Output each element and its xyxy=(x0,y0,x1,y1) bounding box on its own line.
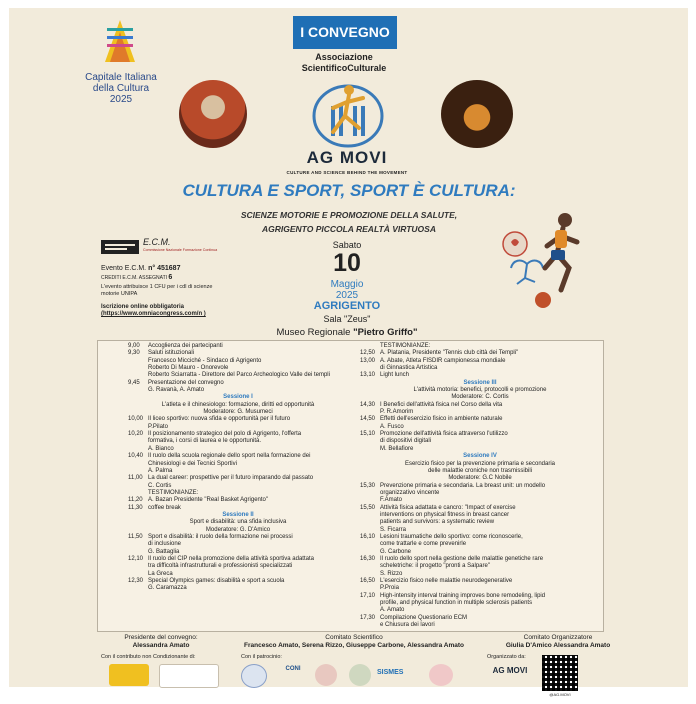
program-time xyxy=(360,497,380,504)
program-text: Il ruolo della scuola regionale dello sport nella formazione dei xyxy=(148,453,311,460)
patronage-label: Con il patrocinio: xyxy=(241,654,282,660)
program-time xyxy=(360,343,380,350)
program-item xyxy=(360,490,600,497)
regione-sicilia-logo xyxy=(109,664,149,686)
program-time xyxy=(360,571,380,578)
session-topic: Moderatore: C. Cortis xyxy=(451,394,509,401)
crediti-label: CREDITI E.C.M. ASSEGNATI xyxy=(101,275,168,281)
program-time: 11,30 xyxy=(128,504,143,511)
program-time: 9,45 xyxy=(128,379,140,386)
program-time: 12,10 xyxy=(128,555,144,562)
program-item xyxy=(128,446,348,453)
program-text: A. Abate, Atleta FISDIR campionessa mondiale xyxy=(380,357,506,364)
program-item xyxy=(128,380,348,387)
program-time xyxy=(360,409,380,416)
program-text: patients and survivors: a systematic review xyxy=(380,519,495,526)
program-item xyxy=(360,350,600,357)
registration-info xyxy=(101,304,261,318)
program-item xyxy=(360,497,600,504)
program-text: P. R.Amorim xyxy=(380,409,414,416)
main-title: CULTURA E SPORT, SPORT È CULTURA: xyxy=(182,181,516,200)
scientific-committee-block xyxy=(219,634,489,650)
temple-statue-photo xyxy=(179,80,247,148)
program-text: TESTIMONIANZE: xyxy=(380,343,431,349)
program-text: A. Bianco xyxy=(148,445,174,452)
poster xyxy=(9,8,688,697)
program-item xyxy=(128,468,348,475)
program-item xyxy=(128,571,348,578)
program-text: Effetti dell'esercizio fisico in ambiente naturale xyxy=(380,416,503,423)
program-text: A. Fusco xyxy=(380,423,404,430)
program-time: 13,00 xyxy=(360,357,376,364)
program-time: 14,50 xyxy=(360,416,376,423)
program-item xyxy=(128,585,348,592)
program-time xyxy=(360,563,380,570)
program-text: La Greca xyxy=(148,570,173,577)
program-text: di inclusione xyxy=(148,541,182,548)
program-text: Francesco Micciché - Sindaco di Agrigento xyxy=(148,357,262,364)
program-time: 12,50 xyxy=(360,350,376,357)
program-time xyxy=(360,438,380,445)
program-right-column xyxy=(360,343,600,629)
program-text: A. Amato xyxy=(380,607,405,614)
session-topic: Esercizio fisico per la prevenzione primaria e secondaria xyxy=(404,460,556,467)
assoc-line-2: ScientificoCulturale xyxy=(301,63,387,73)
program-item xyxy=(128,358,348,365)
program-item xyxy=(360,402,600,409)
program-item xyxy=(360,416,600,423)
brand-tagline: CULTURE AND SCIENCE BEHIND THE MOVEMENT xyxy=(286,170,408,175)
president-label: Presidente del convegno: xyxy=(124,634,198,641)
ecm-commission: Commissione Nazionale Formazione Continua xyxy=(143,248,218,252)
organizing-committee-block xyxy=(483,634,633,650)
program-text: profile, and physical function in multiple sclerosis patients xyxy=(380,600,533,607)
program-item xyxy=(128,365,348,372)
program-item xyxy=(128,343,348,350)
program-text: interventions on physical fitness in breast cancer xyxy=(380,511,510,518)
contributors-label: Con il contributo non Condizionante di: xyxy=(101,654,196,660)
ecm-label: E.C.M. xyxy=(143,237,171,247)
program-time xyxy=(360,541,380,548)
program-text: Il ruolo del CIP nella promozione della attività sportiva adattata xyxy=(148,555,314,562)
program-time: 10,00 xyxy=(128,416,144,423)
program-time xyxy=(360,585,380,592)
program-time xyxy=(360,519,380,526)
program-item xyxy=(128,461,348,468)
program-item xyxy=(360,438,600,445)
program-text: di dispositivi digitali xyxy=(380,438,432,445)
program-text: tra difficoltà infrastrutturali e professionisti specializzati xyxy=(148,563,293,570)
assoc-line-1: Associazione xyxy=(315,52,373,62)
program-text: P.Proia xyxy=(380,585,399,592)
program-time: 17,30 xyxy=(360,614,376,621)
capitale-line-2: della Cultura xyxy=(92,83,150,94)
program-time xyxy=(128,549,148,556)
program-text: I Benefici dell'attività fisica nel Corso della vita xyxy=(380,401,503,408)
session-topic: Moderatore: G.C Nobile xyxy=(448,475,512,482)
program-item xyxy=(128,534,348,541)
program-text: Il liceo sportivo: nuova sfida e opportunità per il futuro xyxy=(148,416,291,423)
sismes-logo: SISMES xyxy=(377,669,404,676)
program-time: 16,50 xyxy=(360,578,376,584)
program-item xyxy=(128,424,348,431)
evento-label: Evento E.C.M. xyxy=(101,265,147,272)
program-time xyxy=(360,622,380,629)
program-item xyxy=(360,519,600,526)
program-item xyxy=(360,343,600,350)
program-text: G. Ravanà, A. Amato xyxy=(148,387,205,394)
qr-caption: @AG.MOVI xyxy=(549,692,571,697)
program-item xyxy=(360,512,600,519)
month: Maggio xyxy=(330,279,364,290)
program-item xyxy=(360,541,600,548)
program-time: 12,30 xyxy=(128,578,144,584)
program-item xyxy=(360,365,600,372)
program-time xyxy=(128,438,148,445)
program-item xyxy=(360,372,600,379)
program-item xyxy=(128,541,348,548)
program-text: M. Bellafiore xyxy=(380,445,414,452)
program-text: organizzativo vincente xyxy=(380,489,440,496)
venue xyxy=(239,327,455,338)
coni-logo: CONI xyxy=(285,666,301,672)
president-block xyxy=(101,634,221,650)
program-item xyxy=(360,578,600,585)
month-year xyxy=(299,279,395,301)
program-time: 11,20 xyxy=(128,497,143,504)
program-time: 15,10 xyxy=(360,431,376,438)
registration-link[interactable]: (https://www.omniacongress.com/n ) xyxy=(101,311,206,317)
program-text: Attività fisica adattata e cancro: "Impact of exercise xyxy=(380,504,516,511)
program-time: 14,30 xyxy=(360,401,376,408)
program-item xyxy=(128,387,348,394)
program-text: Sport e disabilità: il ruolo della formazione nei processi xyxy=(148,533,293,540)
program-item xyxy=(128,563,348,570)
program-time: 13,10 xyxy=(360,372,376,379)
program-time xyxy=(128,365,148,372)
program-text: TESTIMONIANZE: xyxy=(148,489,199,496)
program-item xyxy=(360,505,600,512)
comune-logo xyxy=(349,664,371,686)
program-time xyxy=(128,387,148,394)
program-item xyxy=(360,483,600,490)
chariot-vase-art xyxy=(441,80,513,148)
program-item xyxy=(128,372,348,379)
program-time xyxy=(360,490,380,497)
session-topic: L'attività motoria: benefici, protocolli e promozione xyxy=(413,387,547,394)
program-text: L'esercizio fisico nelle malattie neurodegenerative xyxy=(380,578,513,584)
program-text: Roberto Di Mauro - Onorevole xyxy=(148,365,229,372)
subtitle xyxy=(229,208,469,236)
venue-prefix: Museo Regionale xyxy=(276,327,354,338)
organizer-label: Organizzato da: xyxy=(487,654,526,660)
program-text: A. Palma xyxy=(148,467,173,474)
program-text: formativa, i corsi di laurea e le opportunità. xyxy=(148,438,262,445)
capitale-cultura-logo xyxy=(101,18,139,64)
program-time xyxy=(128,358,148,365)
session-heading: Sessione II xyxy=(222,511,254,518)
program-text: e Chiusura dei lavori xyxy=(380,622,435,629)
program-time xyxy=(360,607,380,614)
program-item xyxy=(360,585,600,592)
program-time: 16,30 xyxy=(360,555,376,562)
program-time: 11,00 xyxy=(128,475,143,482)
program-time xyxy=(128,424,148,431)
organizing-label: Comitato Organizzatore xyxy=(523,634,593,641)
program-time xyxy=(360,600,380,607)
session-topic: Moderatore: G. Musumeci xyxy=(203,409,273,416)
qr-code[interactable] xyxy=(542,655,578,691)
program-item xyxy=(360,549,600,556)
program-item xyxy=(128,350,348,357)
crediti-number: 6 xyxy=(168,274,173,281)
day-name: Sabato xyxy=(332,240,362,250)
partner-logo xyxy=(429,664,453,686)
program-text: come trattarle e come prevenirle xyxy=(380,541,467,548)
program-item xyxy=(128,475,348,482)
program-item xyxy=(360,571,600,578)
program-item xyxy=(360,446,600,453)
program-time: 15,50 xyxy=(360,504,376,511)
day-number: 10 xyxy=(333,249,361,277)
program-time: 9,00 xyxy=(128,343,140,349)
subtitle-line-2: AGRIGENTO PICCOLA REALTÀ VIRTUOSA xyxy=(262,224,436,234)
session-topic: Moderatore: G. D'Amico xyxy=(205,526,271,533)
program-text: Accoglienza dei partecipanti xyxy=(148,343,223,349)
program-text: Il ruolo dello sport nella gestione delle malattie genetiche rare xyxy=(380,555,544,562)
organizing-names: Giulia D'Amico Alessandra Amato xyxy=(505,642,611,649)
program-time xyxy=(128,468,148,475)
program-text: Saluti istituzionali xyxy=(148,350,195,357)
program-text: S. Ficarra xyxy=(380,526,407,533)
session-topic: delle malattie croniche non trasmissibili xyxy=(427,467,533,474)
program-time xyxy=(128,541,148,548)
program-time xyxy=(360,446,380,453)
program-text: Prevenzione primaria e secondaria. La breast unit: un modello xyxy=(380,482,546,489)
city: AGRIGENTO xyxy=(313,300,381,312)
subtitle-line-1: SCIENZE MOTORIE E PROMOZIONE DELLA SALUTE, xyxy=(240,210,458,220)
program-text: C. Cortis xyxy=(148,482,172,489)
program-text: G. Caramazza xyxy=(148,585,187,592)
program-text: Presentazione del convegno xyxy=(148,379,224,386)
program-item xyxy=(128,438,348,445)
program-time xyxy=(128,585,148,592)
program-time xyxy=(128,571,148,578)
program-text: Lesioni traumatiche dello sportivo: come riconoscerle, xyxy=(380,533,523,540)
program-text: La dual career: prospettive per il futuro imparando dal passato xyxy=(148,475,314,482)
program-time: 10,20 xyxy=(128,431,144,438)
program-item xyxy=(128,431,348,438)
session-heading: Sessione I xyxy=(223,394,253,401)
unipa-logo xyxy=(241,664,267,688)
runner-illustration xyxy=(487,206,611,310)
program-time xyxy=(128,461,148,468)
program-time: 17,10 xyxy=(360,592,376,599)
program-item xyxy=(128,578,348,585)
program-item xyxy=(360,615,600,622)
registration-label: Iscrizione online obbligatoria xyxy=(101,304,185,310)
program-text: Special Olympics games: disabilità e sport a scuola xyxy=(148,578,285,584)
program-time xyxy=(128,483,148,490)
capitale-line-1: Capitale Italiana xyxy=(85,72,157,83)
program-item xyxy=(360,593,600,600)
program-time xyxy=(360,527,380,534)
program-text: Il posizionamento strategico del polo di Agrigento, l'offerta xyxy=(148,431,302,438)
capitale-line-3: 2025 xyxy=(109,94,133,105)
president-name: Alessandra Amato xyxy=(132,642,190,649)
program-item xyxy=(360,409,600,416)
session-topic: L'atleta e il chinesiologo: formazione, diritti ed opportunità xyxy=(161,401,315,408)
room: Sala "Zeus" xyxy=(323,314,371,324)
ecm-details xyxy=(101,264,226,283)
program-text: di Ginnastica Artistica xyxy=(380,365,438,372)
program-text: coffee break xyxy=(148,504,181,511)
program-time xyxy=(360,512,380,519)
organizer-brand: AG MOVI xyxy=(492,666,528,675)
program-text: P.Pilato xyxy=(148,423,168,430)
program-time xyxy=(360,365,380,372)
program-item xyxy=(360,424,600,431)
capitale-cultura-text xyxy=(71,72,171,105)
program-time: 15,30 xyxy=(360,482,376,489)
scientific-names: Francesco Amato, Serena Rizzo, Giuseppe Carbone, Alessandra Amato xyxy=(244,642,464,649)
session-heading: Sessione IV xyxy=(463,453,497,460)
program-item xyxy=(360,527,600,534)
program-item xyxy=(360,534,600,541)
agmovi-brand: AG MOVI xyxy=(306,148,388,167)
convegno-badge: I CONVEGNO xyxy=(293,16,397,49)
session-topic: Sport e disabilità: una sfida inclusiva xyxy=(189,519,287,526)
program-text: A. Platania, Presidente "Tennis club città dei Templi" xyxy=(380,350,519,357)
program-item xyxy=(360,600,600,607)
program-item xyxy=(360,358,600,365)
program-item xyxy=(360,622,600,629)
program-item xyxy=(128,497,348,504)
year: 2025 xyxy=(335,290,359,301)
program-item xyxy=(128,416,348,423)
program-text: G. Battaglia xyxy=(148,548,180,555)
program-left-column xyxy=(128,343,348,593)
program-text: Compilazione Questionario ECM xyxy=(380,614,468,621)
program-item xyxy=(128,453,348,460)
program-text: Promozione dell'attività fisica attraverso l'utilizzo xyxy=(380,431,508,438)
program-item xyxy=(128,483,348,490)
cfu-note: L'evento attribuisce 1 CFU per i cdl di scienze motorie UNIPA xyxy=(101,284,213,297)
program-time xyxy=(128,446,148,453)
program-time xyxy=(128,490,148,497)
program-box xyxy=(97,340,604,632)
valle-templi-logo xyxy=(159,664,219,688)
evento-number: n° 451687 xyxy=(148,265,181,272)
program-text: S. Rizzo xyxy=(380,570,403,577)
program-item xyxy=(360,556,600,563)
program-item xyxy=(360,607,600,614)
association-label xyxy=(279,52,409,74)
program-text: Light lunch xyxy=(380,372,410,379)
program-time xyxy=(128,372,148,379)
program-text: scheletriche: il progetto "pronti a Salpare" xyxy=(380,563,490,570)
program-text: F.Amato xyxy=(380,497,403,504)
session-heading: Sessione III xyxy=(463,379,497,386)
program-time: 16,10 xyxy=(360,533,376,540)
program-text: G. Carbone xyxy=(380,548,412,555)
program-text: Chinesiologi e dei Tecnici Sportivi xyxy=(148,460,237,467)
program-text: A. Bazan Presidente "Real Basket Agrigento" xyxy=(148,497,268,504)
program-text: Roberto Sciarratta - Direttore del Parco Archeologico Valle dei templi xyxy=(148,372,330,379)
program-time: 10,40 xyxy=(128,453,144,460)
program-item xyxy=(128,505,348,512)
special-olympics-logo xyxy=(315,664,337,686)
program-item xyxy=(128,556,348,563)
program-time xyxy=(128,563,148,570)
program-time: 9,30 xyxy=(128,350,140,357)
program-time xyxy=(360,424,380,431)
program-item xyxy=(360,431,600,438)
program-text: High-intensity interval training improves bone remodeling, lipid xyxy=(380,592,546,599)
program-item xyxy=(360,563,600,570)
program-item xyxy=(128,490,348,497)
program-time xyxy=(360,549,380,556)
scientific-label: Comitato Scientifico xyxy=(325,634,383,641)
program-item xyxy=(128,549,348,556)
program-time: 11,50 xyxy=(128,533,143,540)
venue-name: "Pietro Griffo" xyxy=(353,327,418,338)
